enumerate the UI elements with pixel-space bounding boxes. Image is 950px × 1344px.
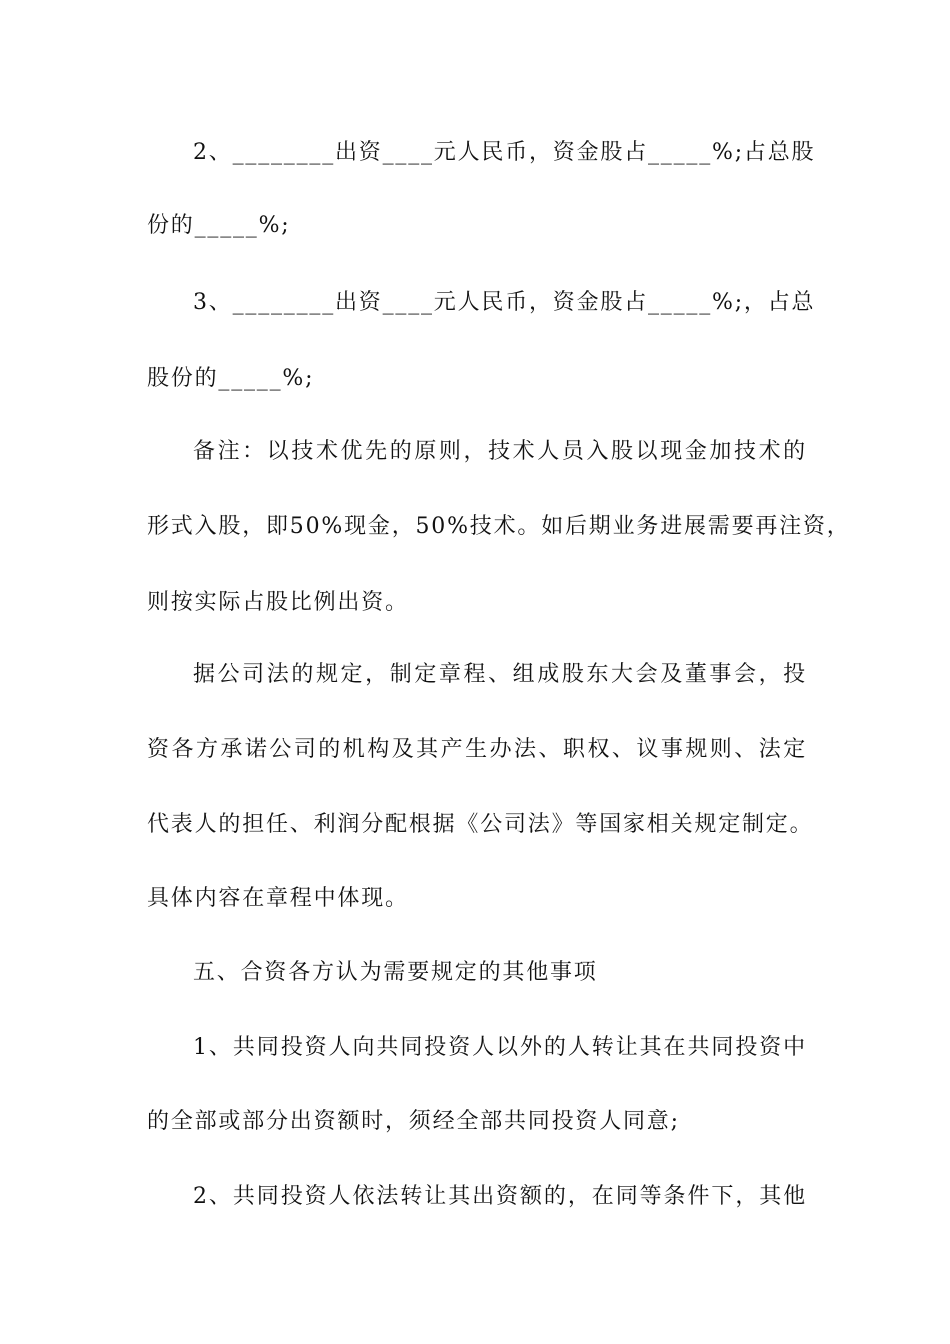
paragraph-line-company-law: 据公司法的规定，制定章程、组成股东大会及董事会，投: [193, 662, 807, 687]
paragraph-line-investor-2-cont: 份的_____%;: [147, 213, 291, 238]
paragraph-line-company-law-cont-1: 资各方承诺公司的机构及其产生办法、职权、议事规则、法定: [147, 737, 807, 762]
paragraph-line-item-1-cont: 的全部或部分出资额时，须经全部共同投资人同意;: [147, 1109, 680, 1134]
paragraph-line-note-cont-2: 则按实际占股比例出资。: [147, 590, 409, 615]
paragraph-line-company-law-cont-2: 代表人的担任、利润分配根据《公司法》等国家相关规定制定。: [147, 812, 814, 837]
paragraph-line-investor-3-cont: 股份的_____%;: [147, 366, 315, 391]
paragraph-line-item-2: 2、共同投资人依法转让其出资额的，在同等条件下，其他: [193, 1184, 807, 1209]
paragraph-line-item-1: 1、共同投资人向共同投资人以外的人转让其在共同投资中: [193, 1035, 807, 1060]
paragraph-line-company-law-cont-3: 具体内容在章程中体现。: [147, 886, 409, 911]
section-heading-other-matters: 五、合资各方认为需要规定的其他事项: [193, 960, 598, 985]
paragraph-line-note: 备注：以技术优先的原则，技术人员入股以现金加技术的: [193, 439, 807, 464]
paragraph-line-investor-2: 2、________出资____元人民币，资金股占_____%;占总股: [193, 140, 816, 165]
paragraph-line-investor-3: 3、________出资____元人民币，资金股占_____%;，占总: [193, 290, 816, 315]
paragraph-line-note-cont-1: 形式入股，即50%现金，50%技术。如后期业务进展需要再注资，: [147, 514, 851, 539]
